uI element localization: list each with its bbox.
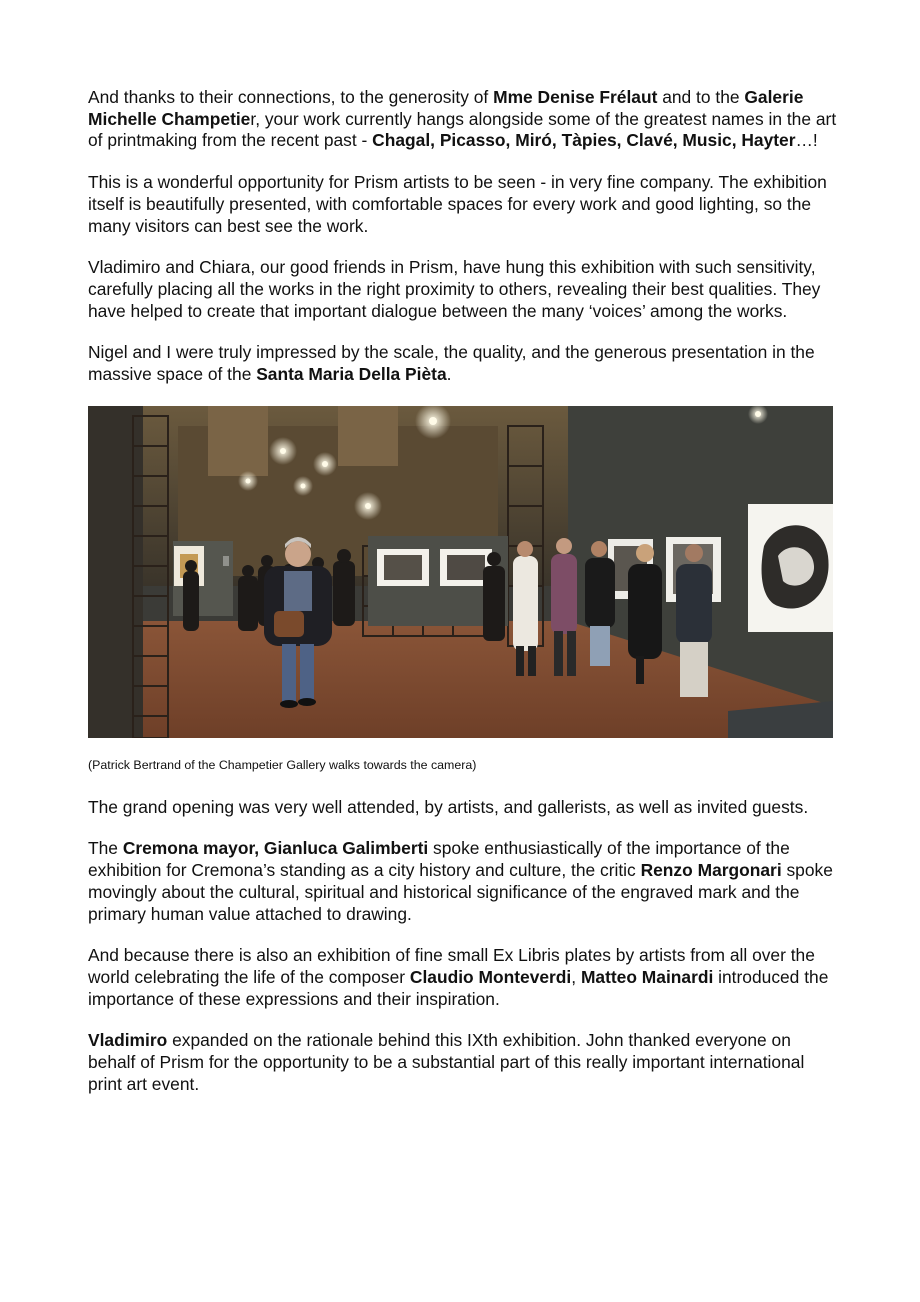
photo-caption: (Patrick Bertrand of the Champetier Gallery walks towards the camera): [88, 757, 477, 772]
bold-text-run: Claudio Monteverdi: [409, 966, 572, 987]
paragraph-1: [88, 87, 838, 152]
text-run: This is a wonderful opportunity for Prism artists to be seen - in very fine company. The exhibition itself is beautifully presented, with comfortable spaces for every work and good lighting, so the many visitors can best see the work.: [88, 172, 827, 236]
text-run: ,: [571, 966, 581, 987]
bold-text-run: Vladimiro: [88, 1030, 168, 1051]
text-run: r, your work currently hangs alongside some of the greatest names in the art of printmaking from the recent past -: [88, 108, 837, 151]
text-run: introduced the importance of these expressions and their inspiration.: [88, 966, 829, 1009]
document-page: [88, 87, 838, 1115]
text-run: The: [88, 838, 123, 859]
text-run: spoke enthusiastically of the importance of the exhibition for Cremona’s standing as a city history and culture, the critic: [88, 838, 790, 881]
paragraph-7: [88, 945, 838, 1010]
bold-text-run: Cremona mayor, Gianluca Galimberti: [122, 838, 429, 859]
bold-text-run: Matteo Mainardi: [580, 966, 714, 987]
paragraph-8: [88, 1030, 838, 1095]
bold-text-run: Galerie Michelle Champetie: [88, 87, 804, 129]
text-run: And because there is also an exhibition of fine small Ex Libris plates by artists from all over the world celebrating the life of the composer: [88, 945, 815, 987]
bold-text-run: Chagal, Picasso, Miró, Tàpies, Clavé, Music, Hayter: [372, 130, 796, 151]
bold-text-run: Renzo Margonari: [640, 860, 782, 881]
paragraph-2: [88, 172, 838, 237]
text-run: And thanks to their connections, to the generosity of: [88, 87, 494, 107]
text-run: and to the: [657, 87, 745, 107]
bold-text-run: Santa Maria Della Pièta: [256, 364, 447, 385]
text-run: Vladimiro and Chiara, our good friends in Prism, have hung this exhibition with such sensitivity, carefully placing all the works in the right proximity to others, revealing their best qualities. They have helped to create that important dialogue between the many ‘voices’ among the works.: [88, 257, 821, 321]
paragraph-4: [88, 342, 838, 385]
text-run: …!: [795, 130, 818, 151]
paragraph-6: [88, 838, 838, 925]
paragraph-5: [88, 797, 838, 819]
text-run: spoke movingly about the cultural, spiritual and historical significance of the engraved mark and the primary human value attached to drawing.: [88, 860, 833, 924]
text-run: Nigel and I were truly impressed by the scale, the quality, and the generous presentation in the massive space of the: [88, 342, 815, 385]
paragraph-3: [88, 257, 838, 322]
exhibition-photo: [88, 406, 833, 738]
text-run: .: [446, 364, 452, 385]
text-run: expanded on the rationale behind this IXth exhibition. John thanked everyone on behalf of Prism for the opportunity to be a substantial part of this really important international print art event.: [88, 1030, 805, 1094]
text-run: The grand opening was very well attended, by artists, and gallerists, as well as invited guests.: [88, 796, 809, 817]
bold-text-run: Mme Denise Frélaut: [493, 87, 658, 107]
